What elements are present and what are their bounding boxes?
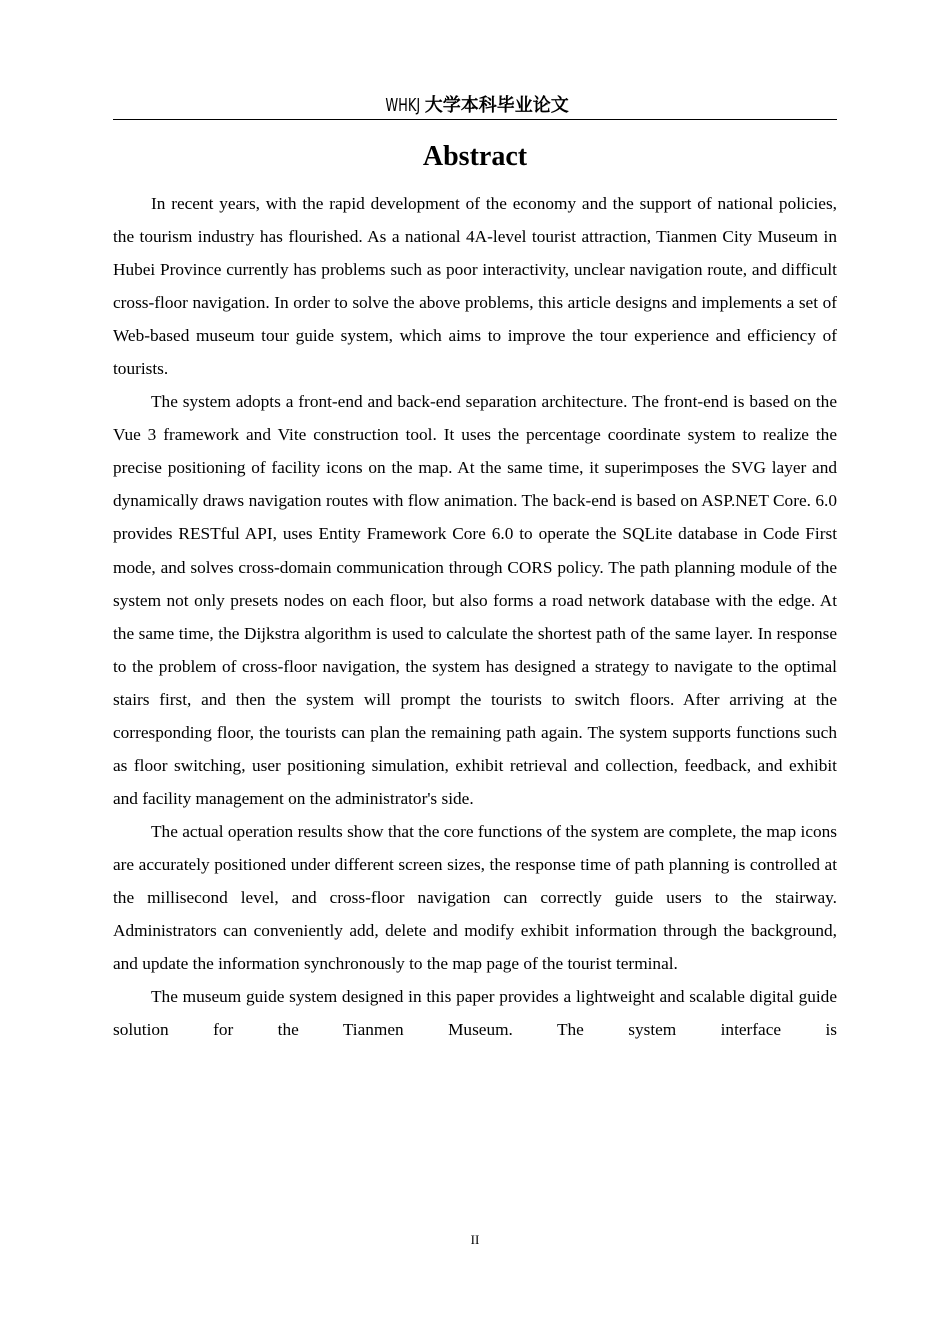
header-university-code: WHKJ [385, 95, 421, 116]
abstract-body [113, 187, 837, 1046]
abstract-paragraph-1: In recent years, with the rapid development of the economy and the support of national policies, the tourism industry has flourished. As a national 4A-level tourist attraction, Tianmen City Museum in Hubei Province currently has problems such as poor interactivity, unclear navigation route, and difficult cross-floor navigation. In order to solve the above problems, this article designs and implements a set of Web-based museum tour guide system, which aims to improve the tour experience and efficiency of tourists. [113, 194, 837, 379]
abstract-paragraph-3: The actual operation results show that the core functions of the system are complete, the map icons are accurately positioned under different screen sizes, the response time of path planning is controlled at the millisecond level, and cross-floor navigation can correctly guide users to the stairway. Administrators can conveniently add, delete and modify exhibit information through the background, and update the information synchronously to the map page of the tourist terminal. [113, 821, 837, 974]
abstract-paragraph-2: The system adopts a front-end and back-end separation architecture. The front-end is based on the Vue 3 framework and Vite construction tool. It uses the percentage coordinate system to realize the precise positioning of facility icons on the map. At the same time, it superimposes the SVG layer and dynamically draws navigation routes with flow animation. The back-end is based on ASP.NET Core. 6.0 provides RESTful API, uses Entity Framework Core 6.0 to operate the SQLite database in Code First mode, and solves cross-domain communication through CORS policy. The path planning module of the system not only presets nodes on each floor, but also forms a road network database with the edge. At the same time, the Dijkstra algorithm is used to calculate the shortest path of the same layer. In response to the problem of cross-floor navigation, the system has designed a strategy to navigate to the optimal stairs first, and then the system will prompt the tourists to switch floors. After arriving at the corresponding floor, the tourists can plan the remaining path again. The system supports functions such as floor switching, user positioning simulation, exhibit retrieval and collection, feedback, and exhibit and facility management on the administrator's side. [113, 392, 837, 808]
running-header [113, 93, 837, 120]
header-thesis-label: 大学本科毕业论文 [424, 95, 569, 116]
page-number: II [470, 1232, 480, 1247]
abstract-title: Abstract [422, 141, 528, 172]
abstract-paragraph-4: The museum guide system designed in this paper provides a lightweight and scalable digital guide solution for the Tianmen Museum. The system interface is [113, 987, 837, 1040]
